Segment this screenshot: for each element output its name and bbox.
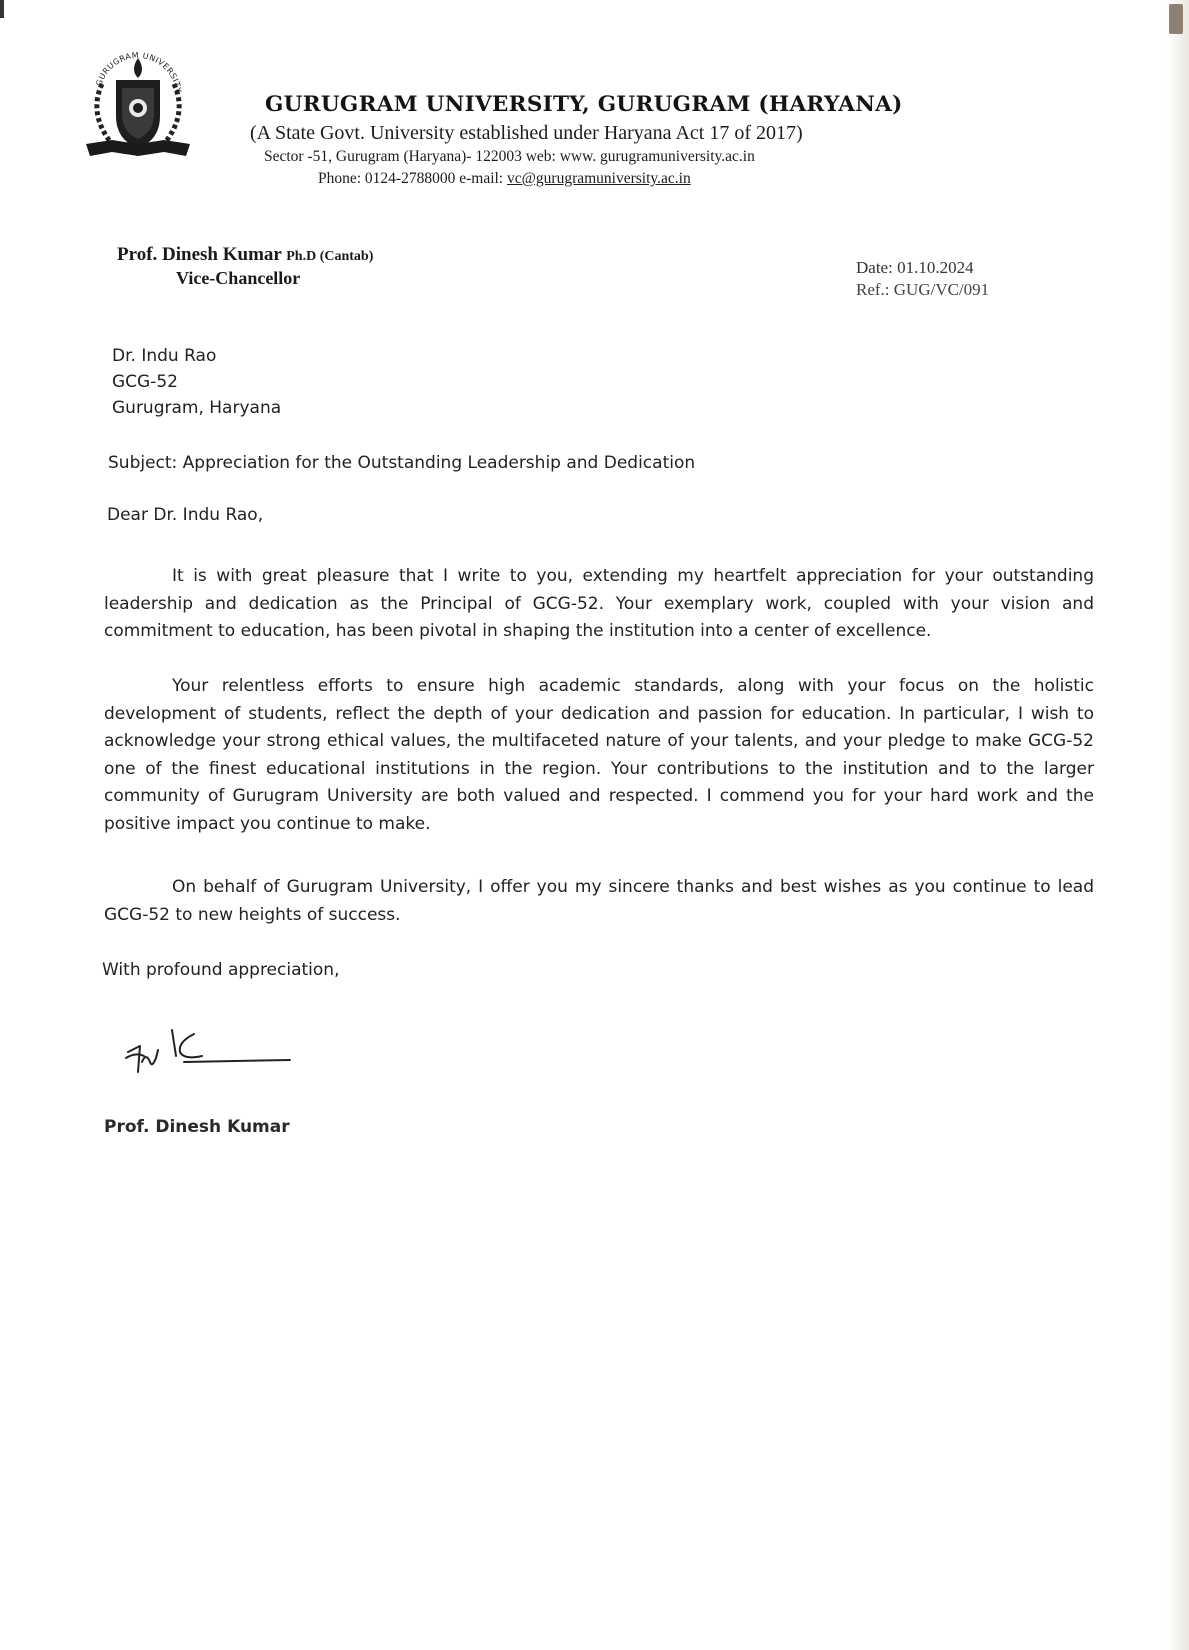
signature-icon xyxy=(118,1022,308,1094)
email-link[interactable]: vc@gurugramuniversity.ac.in xyxy=(507,170,691,187)
sender-name: Prof. Dinesh Kumar xyxy=(117,244,282,265)
university-contact xyxy=(318,170,691,188)
sender-designation: Vice-Chancellor xyxy=(176,268,301,288)
scan-edge xyxy=(1167,0,1189,1650)
signatory-name: Prof. Dinesh Kumar xyxy=(104,1117,290,1137)
body-paragraph-3: On behalf of Gurugram University, I offer you my sincere thanks and best wishes as you continue to lead GCG-52 to new heights of success. xyxy=(104,877,1094,925)
university-name: GURUGRAM UNIVERSITY, GURUGRAM (HARYANA) xyxy=(265,92,903,117)
letter-reference: Ref.: GUG/VC/091 xyxy=(856,280,990,299)
university-emblem-icon xyxy=(82,44,194,162)
sender-name-line xyxy=(117,244,373,266)
closing-line: With profound appreciation, xyxy=(102,960,340,980)
phone-label: Phone: 0124-2788000 e-mail: xyxy=(318,170,507,187)
university-address: Sector -51, Gurugram (Haryana)- 122003 web: www. gurugramuniversity.ac.in xyxy=(264,148,755,165)
salutation: Dear Dr. Indu Rao, xyxy=(107,505,264,525)
emblem-text: GURUGRAM UNIVERSITY xyxy=(94,50,183,94)
recipient-name: Dr. Indu Rao xyxy=(112,346,217,366)
recipient-city: Gurugram, Haryana xyxy=(112,398,282,418)
letter-date: Date: 01.10.2024 xyxy=(856,258,974,277)
sender-qualification: Ph.D (Cantab) xyxy=(286,249,374,264)
scan-edge-mark xyxy=(1169,4,1183,34)
letter-subject: Subject: Appreciation for the Outstanding Leadership and Dedication xyxy=(108,453,696,473)
body-paragraph-2: Your relentless efforts to ensure high academic standards, along with your focus on the holistic development of students, reflect the depth of your dedication and passion for education. In particular, I wish to acknowledge your strong ethical values, the multifaceted nature of your talents, and your pledge to make GCG-52 one of the finest educational institutions in the region. Your contributions to the institution and to the larger community of Gurugram University are both valued and respected. I commend you for your hard work and the positive impact you continue to make. xyxy=(104,676,1094,834)
recipient-organization: GCG-52 xyxy=(112,372,178,392)
university-subtitle: (A State Govt. University established under Haryana Act 17 of 2017) xyxy=(250,122,803,144)
scan-left-mark xyxy=(0,0,4,18)
body-paragraph-1: It is with great pleasure that I write to you, extending my heartfelt appreciation for your outstanding leadership and dedication as the Principal of GCG-52. Your exemplary work, coupled with your vision and commitment to education, has been pivotal in shaping the institution into a center of excellence. xyxy=(104,566,1094,642)
